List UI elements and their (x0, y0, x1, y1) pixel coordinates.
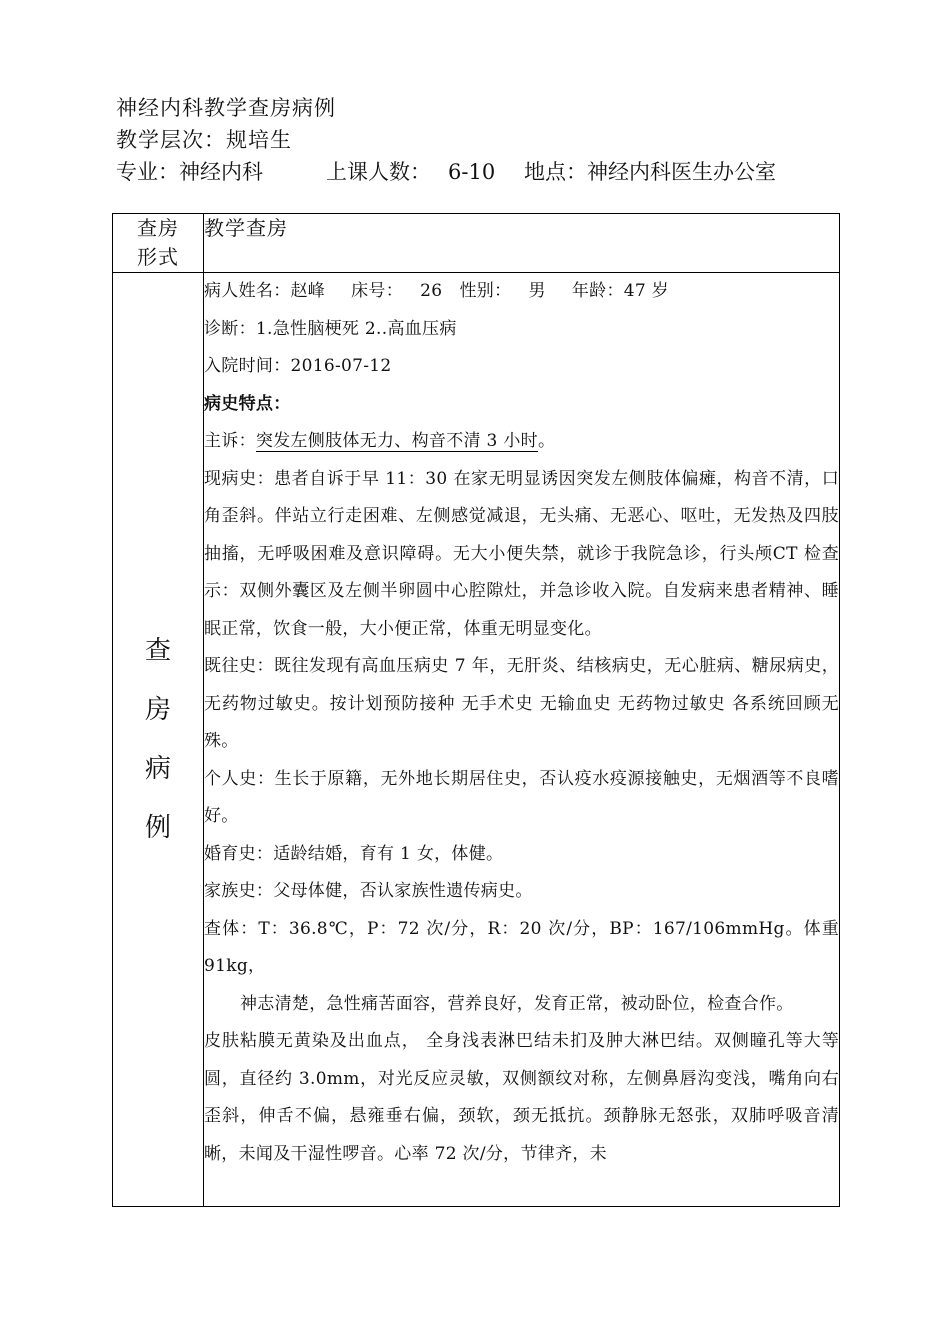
past-history: 既往史：既往发现有高血压病史 7 年，无肝炎、结核病史，无心脏病、糖尿病史，无药物过敏史。按计划预防接种 无手术史 无输血史 无药物过敏史 各系统回顾无殊。 (204, 656, 839, 751)
exam-line-2: 神志清楚，急性痛苦面容，营养良好，发育正常，被动卧位，检查合作。 (240, 993, 794, 1014)
form-label-line2: 形式 (137, 245, 179, 269)
case-row (113, 273, 840, 1207)
form-label-cell (113, 214, 204, 273)
personal-history: 个人史：生长于原籍，无外地长期居住史，否认疫水疫源接触史，无烟酒等不良嗜好。 (204, 768, 839, 826)
present-illness: 现病史：患者自诉于早 11：30 在家无明显诱因突发左侧肢体偏瘫，构音不清，口角歪斜。伴站立行走困难、左侧感觉减退，无头痛、无恶心、呕吐，无发热及四肢抽搐，无呼吸困难及意识障碍。无大小便失禁，就诊于我院急诊，行头颅CT 检查示：双侧外囊区及左侧半卵圆中心腔隙灶，并急诊收入院。自发病来患者精神、睡眠正常，饮食一般，大小便正常，体重无明显变化。 (204, 468, 839, 639)
case-label-char: 查 (144, 636, 171, 666)
sex-label: 性别： (459, 281, 512, 301)
form-row (113, 214, 840, 273)
age: 年龄：47 岁 (571, 281, 669, 301)
admission-time: 入院时间：2016-07-12 (204, 356, 392, 376)
case-label-cell (113, 273, 204, 1207)
class-size-label: 上课人数： (326, 160, 431, 184)
form-value: 教学查房 (204, 214, 840, 273)
case-content (204, 273, 840, 1207)
class-size-value: 6-10 (448, 160, 496, 184)
patient-name: 病人姓名：赵峰 (204, 281, 326, 301)
marital-history: 婚育史：适龄结婚，育有 1 女，体健。 (204, 843, 504, 864)
bed-value: 26 (420, 281, 443, 301)
page-title: 神经内科教学查房病例 (116, 96, 336, 120)
specialty: 专业：神经内科 (116, 160, 263, 184)
form-label-line1: 查房 (137, 216, 179, 240)
chief-complaint (204, 423, 839, 461)
location: 地点：神经内科医生办公室 (524, 160, 776, 184)
meta-row (116, 156, 776, 186)
exam-line-3: 皮肤粘膜无黄染及出血点， 全身浅表淋巴结未扪及肿大淋巴结。双侧瞳孔等大等圆，直径约 3.0mm，对光反应灵敏，双侧额纹对称，左侧鼻唇沟变浅，嘴角向右歪斜，伸舌不偏，悬雍垂右偏，颈软，颈无抵抗。颈静脉无怒张，双肺呼吸音清晰，未闻及干湿性啰音。心率 72 次/分，节律齐，未 (204, 1031, 839, 1164)
chief-complaint-text: 突发左侧肢体无力、构音不清 3 小时 (255, 431, 538, 451)
exam-line-1: 查体：T：36.8℃，P：72 次/分，R：20 次/分，BP：167/106mmHg。体重 91kg， (204, 918, 839, 976)
chief-complaint-end: 。 (537, 431, 556, 451)
case-table (112, 213, 840, 1207)
history-heading: 病史特点： (204, 393, 291, 414)
diagnosis: 诊断：1.急性脑梗死 2..高血压病 (204, 318, 457, 339)
patient-info (204, 273, 839, 311)
teaching-level: 教学层次：规培生 (116, 128, 292, 152)
bed-label: 床号： (351, 281, 404, 301)
case-label-char: 房 (144, 695, 171, 725)
sex-value: 男 (528, 281, 546, 301)
case-label-char: 病 (144, 754, 171, 784)
chief-complaint-label: 主诉： (204, 431, 256, 451)
case-label-char: 例 (144, 813, 171, 843)
family-history: 家族史：父母体健，否认家族性遗传病史。 (204, 881, 533, 901)
